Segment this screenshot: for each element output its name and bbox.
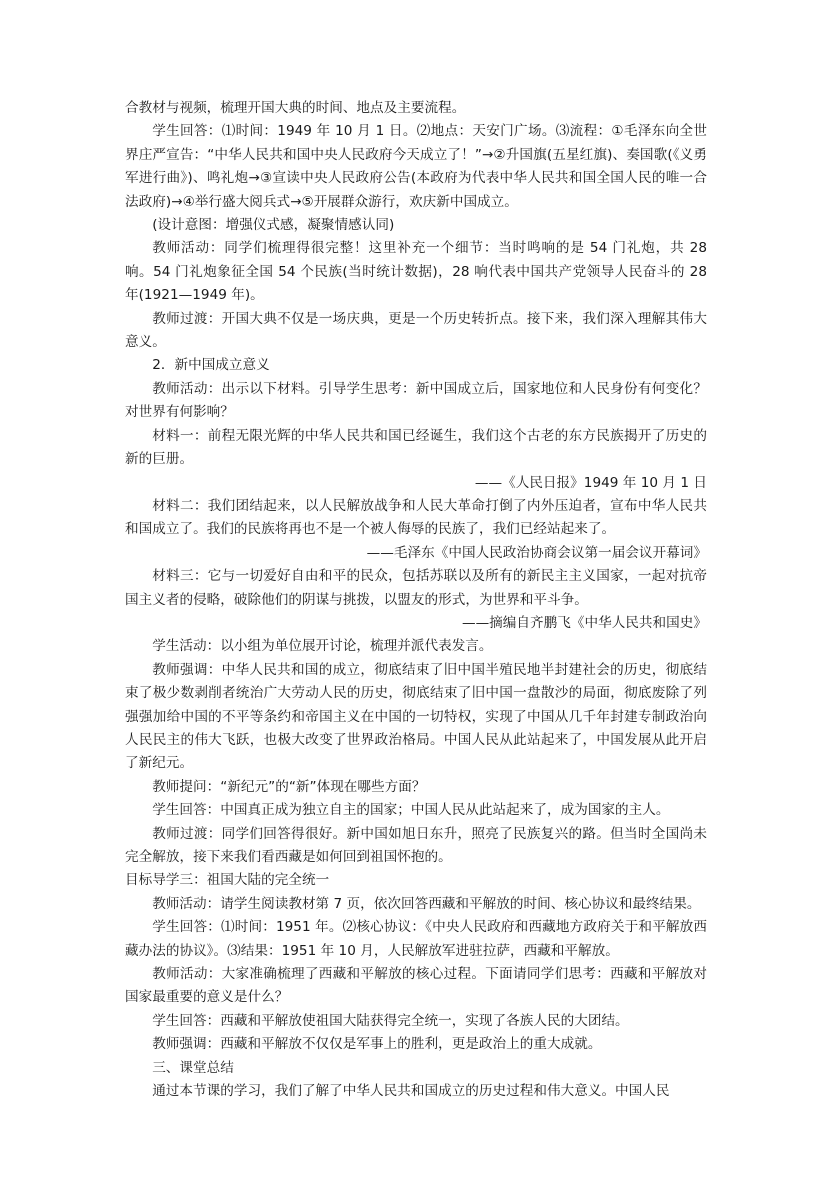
source-material-one: ——《人民日报》1949 年 10 月 1 日 (474, 474, 707, 491)
paragraph-material-two: 材料二：我们团结起来，以人民解放战争和人民大革命打倒了内外压迫者，宣布中华人民共和国成立了。我们的民族将再也不是一个被人侮辱的民族了，我们已经站起来了。 (125, 497, 707, 538)
paragraph-intro-continuation: 合教材与视频，梳理开国大典的时间、地点及主要流程。 (125, 100, 466, 116)
paragraph-teacher-emphasis-tibet: 教师强调：西藏和平解放不仅仅是军事上的胜利，更是政治上的重大成就。 (152, 1036, 602, 1053)
paragraph-student-answer-unity: 学生回答：西藏和平解放使祖国大陆获得完全统一，实现了各族人民的大团结。 (152, 1012, 629, 1029)
paragraph-teacher-materials: 教师活动：出示以下材料。引导学生思考：新中国成立后，国家地位和人民身份有何变化？对世界有何影响？ (125, 380, 707, 421)
paragraph-teacher-activity-tibet-think: 教师活动：大家准确梳理了西藏和平解放的核心过程。下面请同学们思考：西藏和平解放对国家最重要的意义是什么？ (125, 966, 707, 1006)
section-heading-summary: 三、课堂总结 (152, 1059, 234, 1076)
paragraph-student-answer-ceremony: 学生回答：⑴时间：1949 年 10 月 1 日。⑵地点：天安门广场。⑶流程：①毛泽东向全世界庄严宣告：“中华人民共和国中央人民政府今天成立了！”→②升国旗(五星红旗)、奏国歌(《义勇军进行曲》)、鸣礼炮→③宣读中央人民政府公告(本政府为代表中华人民共和国全国人民的唯一合法政府)→④举行盛大阅兵式→⑤开展群众游行，欢庆新中国成立。 (125, 123, 707, 210)
paragraph-student-answer-tibet: 学生回答：⑴时间：1951 年。⑵核心协议：《中央人民政府和西藏地方政府关于和平解放西藏办法的协议》。⑶结果：1951 年 10 月，人民解放军进驻拉萨，西藏和平解放。 (125, 919, 707, 959)
paragraph-teacher-transition-2: 教师过渡：同学们回答得很好。新中国如旭日东升，照亮了民族复兴的路。但当时全国尚未完全解放，接下来我们看西藏是如何回到祖国怀抱的。 (125, 825, 707, 865)
document-body (125, 97, 707, 1103)
paragraph-material-one: 材料一：前程无限光辉的中华人民共和国已经诞生，我们这个古老的东方民族揭开了历史的新的巨册。 (125, 427, 707, 468)
source-material-three: ——摘编自齐鹏飞《中华人民共和国史》 (461, 614, 707, 631)
paragraph-student-activity: 学生活动：以小组为单位展开讨论，梳理并派代表发言。 (152, 638, 493, 655)
paragraph-design-intent: (设计意图：增强仪式感，凝聚情感认同) (152, 217, 395, 234)
section-heading-significance: 2．新中国成立意义 (152, 357, 270, 374)
paragraph-teacher-activity-tibet: 教师活动：请学生阅读教材第 7 页，依次回答西藏和平解放的时间、核心协议和最终结果。 (152, 895, 701, 912)
paragraph-student-answer-new-era: 学生回答：中国真正成为独立自主的国家；中国人民从此站起来了，成为国家的主人。 (152, 802, 670, 819)
source-material-two: ——毛泽东《中国人民政治协商会议第一届会议开幕词》 (366, 544, 707, 561)
paragraph-teacher-question: 教师提问：“新纪元”的“新”体现在哪些方面？ (152, 778, 426, 795)
paragraph-teacher-transition-1: 教师过渡：开国大典不仅是一场庆典，更是一个历史转折点。接下来，我们深入理解其伟大意义。 (125, 310, 707, 351)
paragraph-teacher-salute-detail: 教师活动：同学们梳理得很完整！这里补充一个细节：当时鸣响的是 54 门礼炮，共 28 响。54 门礼炮象征全国 54 个民族(当时统计数据)，28 响代表中国共产党领导人民奋斗的 28 年(1921—1949 年)。 (125, 240, 707, 304)
paragraph-teacher-emphasis-significance: 教师强调：中华人民共和国的成立，彻底结束了旧中国半殖民地半封建社会的历史，彻底结束了极少数剥削者统治广大劳动人民的历史，彻底结束了旧中国一盘散沙的局面，彻底废除了列强强加给中国的不平等条约和帝国主义在中国的一切特权，实现了中国从几千年封建专制政治向人民民主的伟大飞跃，也极大改变了世界政治格局。中国人民从此站起来了，中国发展从此开启了新纪元。 (125, 661, 707, 772)
section-heading-goal-three: 目标导学三：祖国大陆的完全统一 (125, 872, 330, 889)
paragraph-summary: 通过本节课的学习，我们了解了中华人民共和国成立的历史过程和伟大意义。中国人民 (152, 1083, 670, 1100)
paragraph-material-three: 材料三：它与一切爱好自由和平的民众，包括苏联以及所有的新民主主义国家，一起对抗帝国主义者的侵略，破除他们的阴谋与挑拨，以盟友的形式，为世界和平斗争。 (125, 568, 707, 608)
